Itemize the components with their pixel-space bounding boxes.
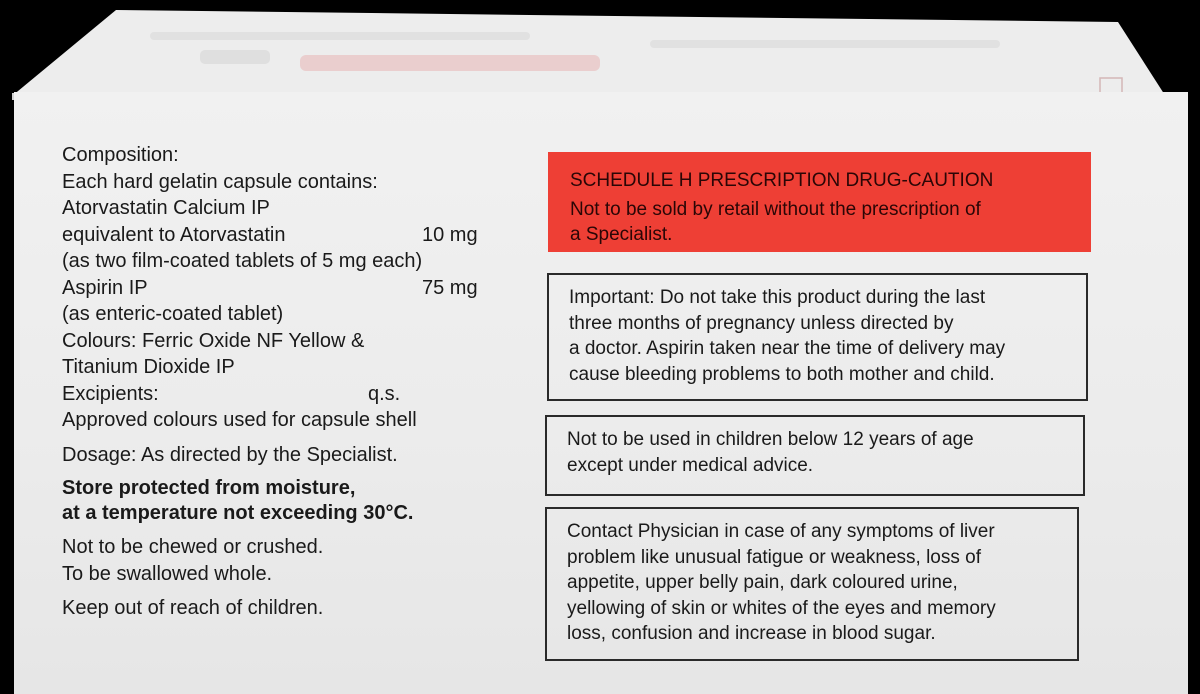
liver-warning-text: problem like unusual fatigue or weakness, loss of bbox=[567, 546, 982, 568]
composition-section bbox=[62, 142, 502, 622]
blurred-brand-logo bbox=[300, 55, 600, 71]
composition-amount: 10 mg bbox=[422, 223, 478, 246]
schedule-h-text: Not to be sold by retail without the prescription of bbox=[570, 199, 981, 220]
swallow-text: Not to be chewed or crushed. bbox=[62, 536, 324, 558]
schedule-h-caution-panel bbox=[548, 152, 1091, 252]
composition-line: Atorvastatin Calcium IP bbox=[62, 197, 270, 219]
pregnancy-warning-text: three months of pregnancy unless directed by bbox=[569, 312, 954, 334]
liver-warning-text: loss, confusion and increase in blood sugar. bbox=[567, 623, 936, 644]
composition-line: Titanium Dioxide IP bbox=[62, 356, 235, 378]
composition-ingredient: Aspirin IP bbox=[62, 276, 148, 299]
children-reach-text: Keep out of reach of children. bbox=[62, 597, 324, 619]
pregnancy-warning-text: a doctor. Aspirin taken near the time of delivery may bbox=[569, 338, 1006, 359]
pregnancy-warning-text: cause bleeding problems to both mother and child. bbox=[569, 363, 995, 385]
pregnancy-warning-box bbox=[547, 273, 1088, 401]
composition-line: (as two film-coated tablets of 5 mg each) bbox=[62, 250, 423, 272]
schedule-h-text: a Specialist. bbox=[570, 224, 673, 245]
blurred-text bbox=[650, 40, 1000, 48]
liver-warning-text: yellowing of skin or whites of the eyes and memory bbox=[567, 597, 996, 619]
swallow-text: To be swallowed whole. bbox=[62, 562, 273, 585]
composition-line: Approved colours used for capsule shell bbox=[62, 409, 417, 431]
storage-text: at a temperature not exceeding 30°C. bbox=[62, 502, 414, 524]
storage-text: Store protected from moisture, bbox=[62, 477, 356, 499]
composition-line bbox=[62, 275, 502, 302]
children-warning-box bbox=[545, 415, 1085, 496]
children-warning-text: except under medical advice. bbox=[567, 454, 814, 476]
composition-line: (as enteric-coated tablet) bbox=[62, 303, 284, 325]
blurred-text bbox=[150, 32, 530, 40]
liver-warning-text: Contact Physician in case of any symptoms of liver bbox=[567, 521, 995, 542]
pregnancy-warning-text: Important: Do not take this product during the last bbox=[569, 287, 986, 308]
composition-line bbox=[62, 222, 502, 249]
composition-ingredient: equivalent to Atorvastatin bbox=[62, 223, 286, 246]
composition-ingredient: Excipients: bbox=[62, 382, 159, 405]
schedule-h-title: SCHEDULE H PRESCRIPTION DRUG-CAUTION bbox=[570, 170, 994, 191]
children-warning-text: Not to be used in children below 12 years of age bbox=[567, 429, 974, 450]
composition-amount: q.s. bbox=[368, 382, 401, 405]
composition-line: Colours: Ferric Oxide NF Yellow & bbox=[62, 329, 365, 352]
composition-heading: Composition: bbox=[62, 144, 179, 166]
blurred-brand-logo-pale bbox=[200, 50, 270, 64]
composition-amount: 75 mg bbox=[422, 276, 478, 299]
dosage-text: Dosage: As directed by the Specialist. bbox=[62, 443, 398, 466]
composition-line: Each hard gelatin capsule contains: bbox=[62, 170, 378, 193]
liver-warning-box bbox=[545, 507, 1079, 661]
liver-warning-text: appetite, upper belly pain, dark coloured urine, bbox=[567, 572, 958, 593]
composition-line bbox=[62, 381, 502, 408]
carton-top-face bbox=[0, 0, 1200, 100]
